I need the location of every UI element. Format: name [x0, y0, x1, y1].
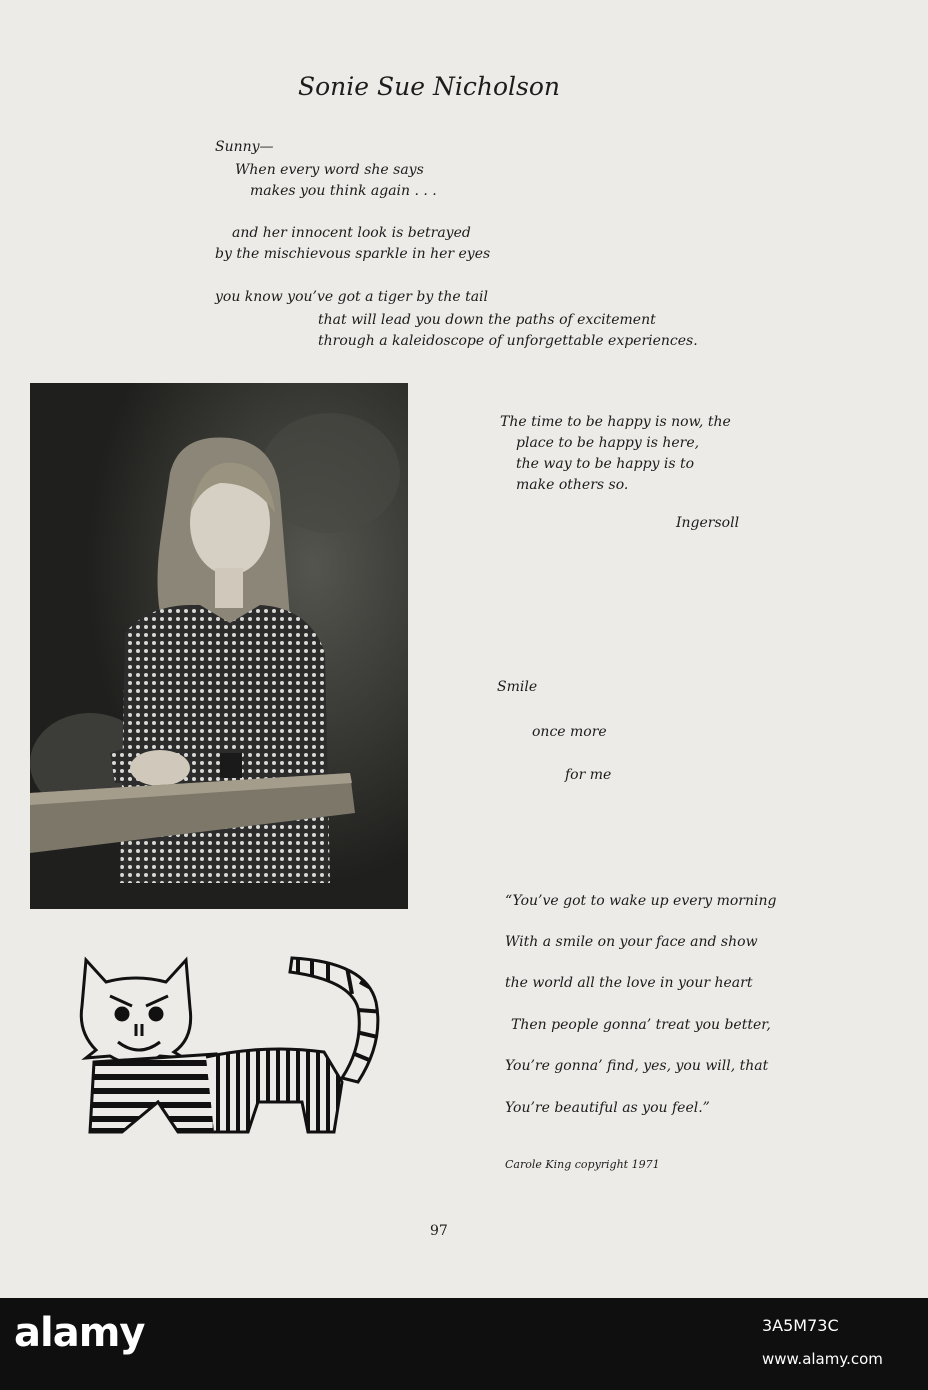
portrait-photo: [30, 383, 408, 909]
image-id: 3A5M73C: [762, 1316, 839, 1335]
poem-line: by the mischievous sparkle in her eyes: [215, 246, 491, 262]
song-line: You’re gonna’ find, yes, you will, that: [505, 1058, 769, 1074]
poem-line: When every word she says: [235, 162, 424, 178]
poem-line: and her innocent look is betrayed: [232, 225, 471, 241]
song-line: With a smile on your face and show: [505, 934, 758, 950]
song-credit: Carole King copyright 1971: [505, 1158, 660, 1171]
page-title: Sonie Sue Nicholson: [298, 72, 560, 101]
song-line: You’re beautiful as you feel.”: [505, 1100, 710, 1116]
page-number: 97: [430, 1223, 448, 1239]
quote-line: the way to be happy is to: [516, 456, 695, 472]
source-url: www.alamy.com: [762, 1350, 883, 1368]
poem-line: that will lead you down the paths of excitement: [318, 312, 656, 328]
tiger-drawing-icon: [66, 952, 386, 1146]
quote-line: place to be happy is here,: [516, 435, 700, 451]
song-line: the world all the love in your heart: [505, 975, 753, 991]
smile-line: Smile: [497, 679, 538, 695]
song-line: Then people gonna’ treat you better,: [511, 1017, 771, 1033]
poem-line: Sunny—: [215, 139, 274, 155]
quote-line: The time to be happy is now, the: [500, 414, 731, 430]
song-line: “You’ve got to wake up every morning: [505, 893, 777, 909]
poem-line: you know you’ve got a tiger by the tail: [215, 289, 488, 305]
poem-line: through a kaleidoscope of unforgettable experiences.: [318, 333, 698, 349]
smile-line: for me: [565, 767, 612, 783]
smile-line: once more: [532, 724, 607, 740]
quote-author: Ingersoll: [676, 515, 740, 531]
poem-line: makes you think again . . .: [250, 183, 437, 199]
brand-logo: alamy: [14, 1310, 145, 1356]
quote-line: make others so.: [516, 477, 629, 493]
